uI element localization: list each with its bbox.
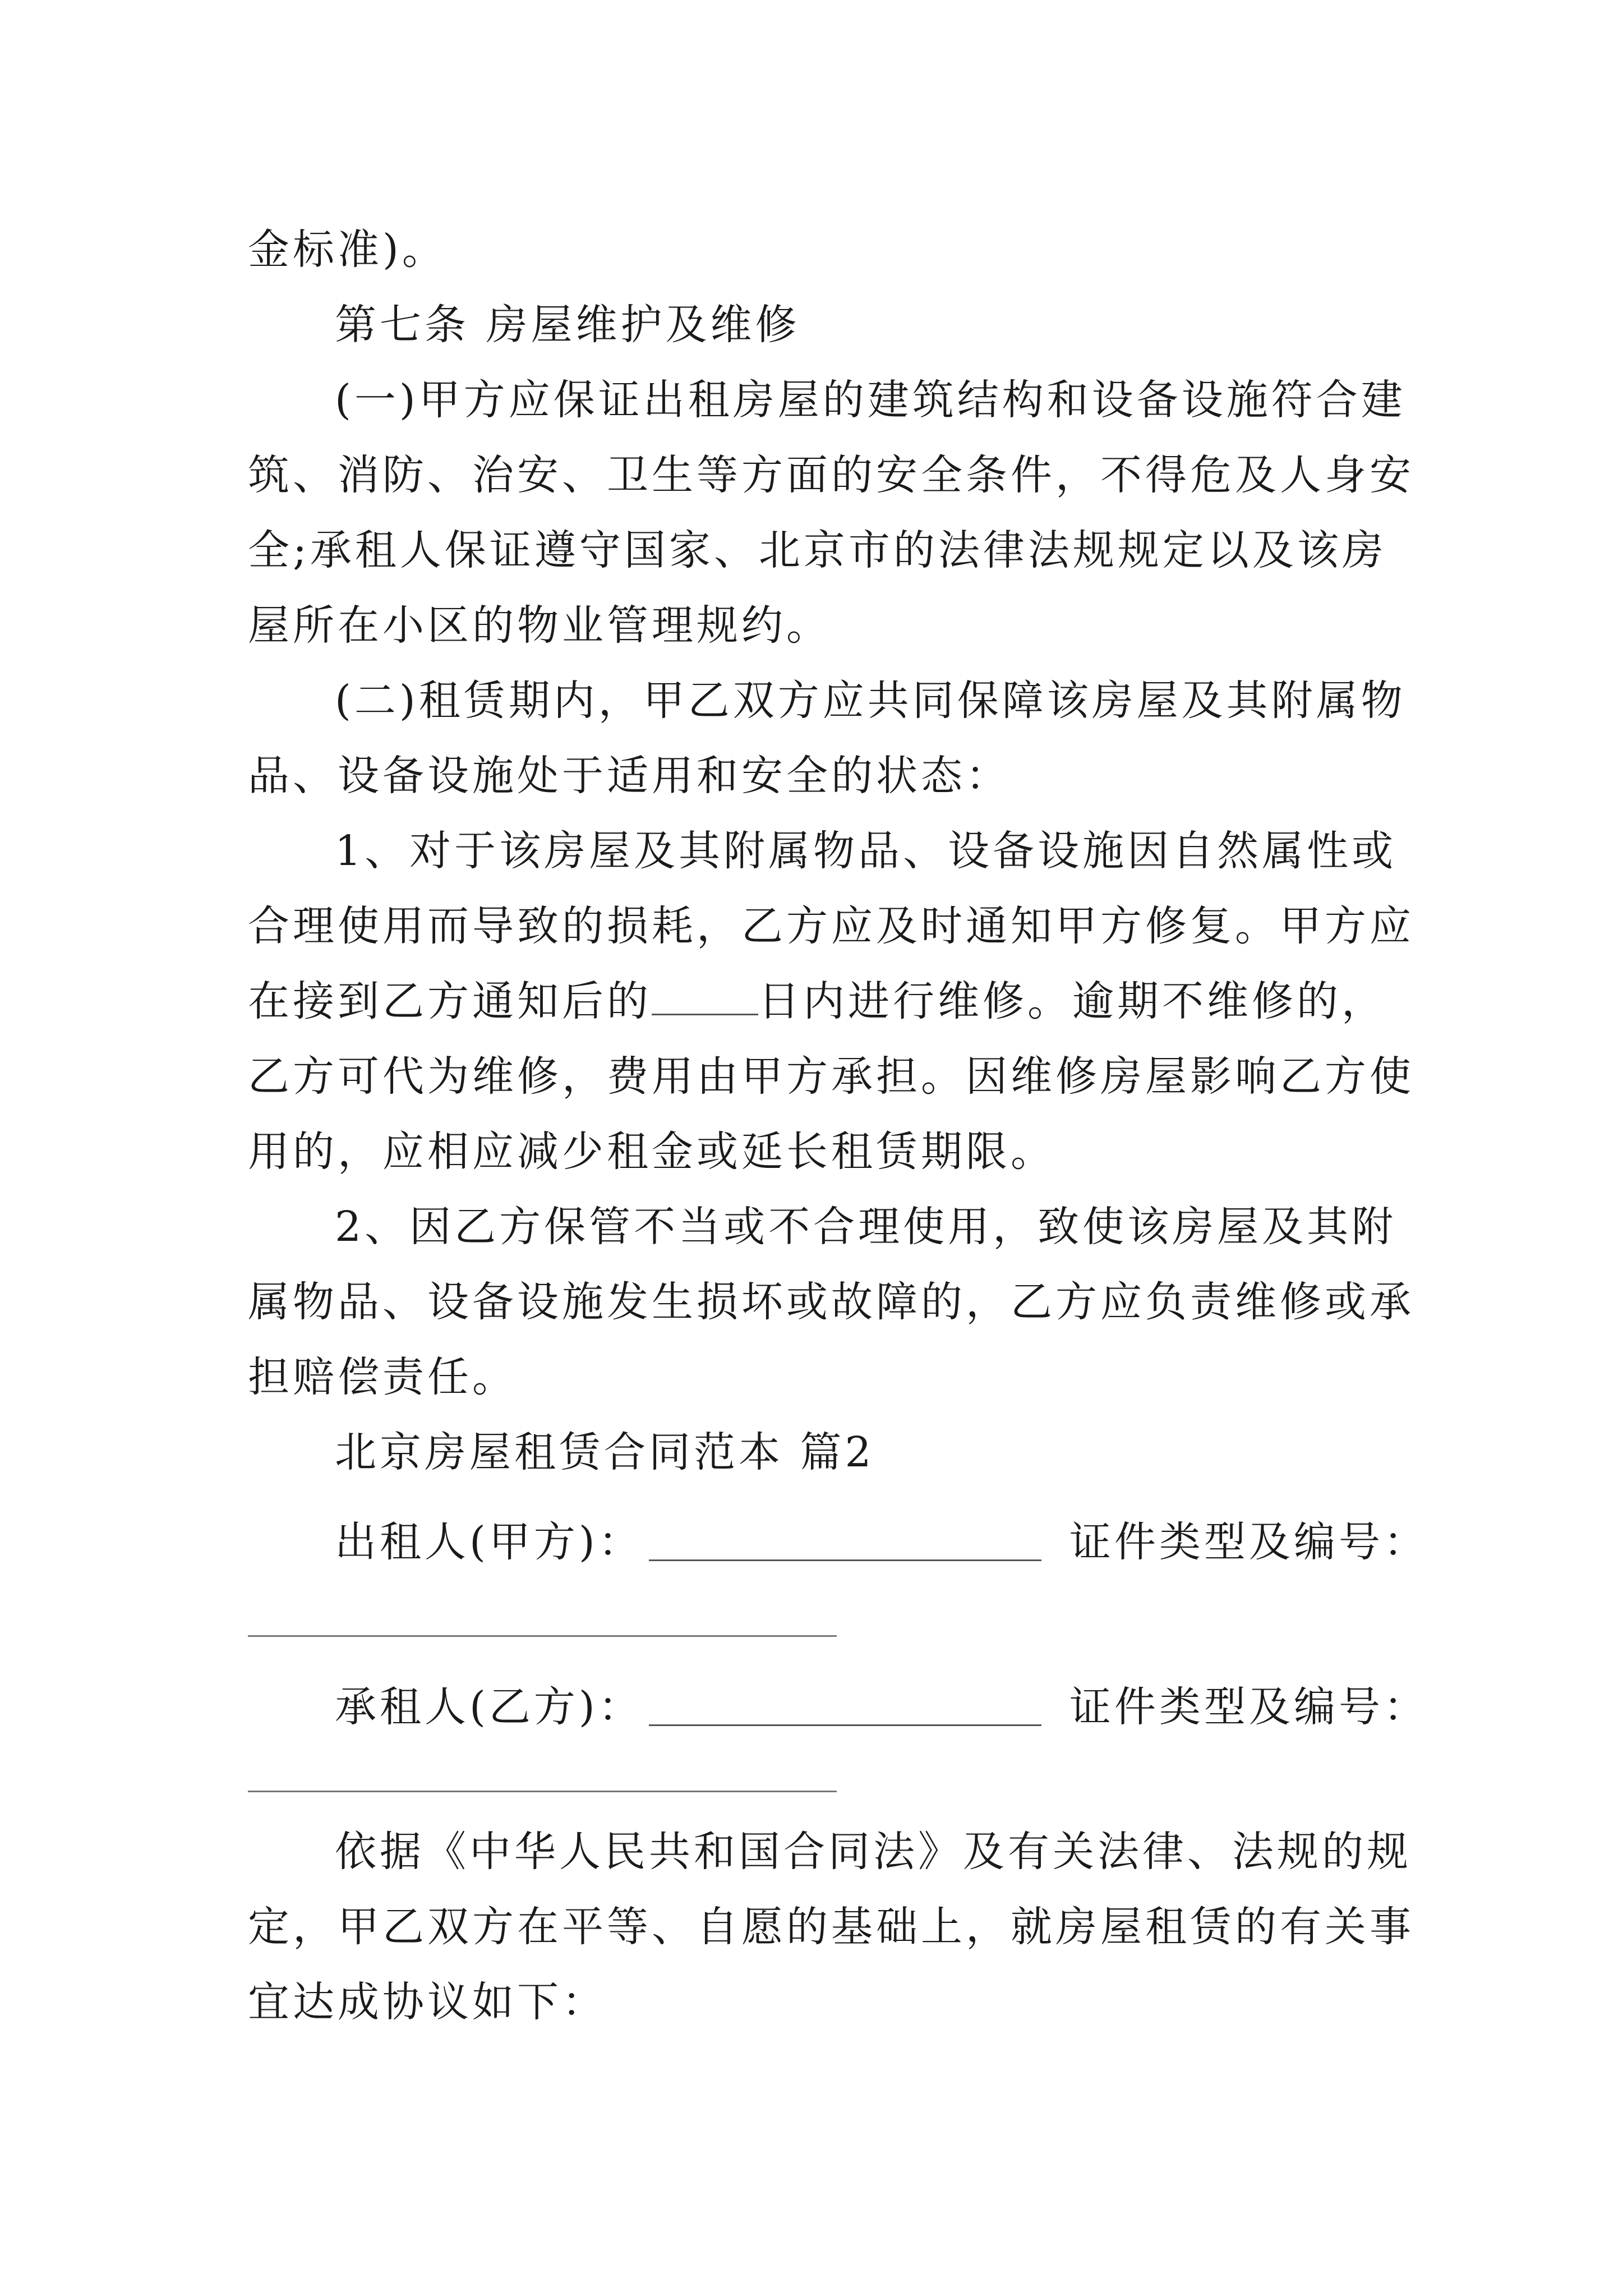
- text-line: 宜达成协议如下：: [248, 1978, 607, 2026]
- contract-title: 北京房屋租赁合同范本 篇2: [335, 1428, 875, 1476]
- text-line: 定，甲乙双方在平等、自愿的基础上，就房屋租赁的有关事: [248, 1903, 1414, 1951]
- text-line: 筑、消防、治安、卫生等方面的安全条件，不得危及人身安: [248, 451, 1414, 499]
- party-b-name-blank[interactable]: [649, 1685, 1041, 1726]
- party-a-id-blank[interactable]: [248, 1635, 837, 1637]
- party-b-row: [248, 1669, 1428, 1745]
- text-line: (一)甲方应保证出租房屋的建筑结构和设备设施符合建: [335, 376, 1406, 424]
- text-line: 2、因乙方保管不当或不合理使用，致使该房屋及其附: [335, 1203, 1397, 1251]
- text-block-bottom: [248, 1814, 1414, 2040]
- text-line: 担赔偿责任。: [248, 1353, 517, 1401]
- text-line: 品、设备设施处于适用和安全的状态：: [248, 752, 1011, 800]
- blank-line-before: 在接到乙方通知后的: [248, 977, 652, 1025]
- text-line: 金标准)。: [248, 226, 447, 274]
- text-line: 全;承租人保证遵守国家、北京市的法律法规规定以及该房: [248, 526, 1387, 574]
- text-block-top: [248, 212, 1414, 1490]
- party-a-row: [248, 1504, 1428, 1580]
- party-b-label: 承租人(乙方)：: [335, 1683, 643, 1731]
- text-line: 合理使用而导致的损耗，乙方应及时通知甲方修复。甲方应: [248, 902, 1414, 950]
- party-a-id-label: 证件类型及编号：: [1069, 1518, 1428, 1566]
- party-b-id-label: 证件类型及编号：: [1069, 1683, 1428, 1731]
- days-blank[interactable]: [652, 980, 758, 1015]
- section-heading: 第七条 房屋维护及维修: [335, 301, 800, 349]
- text-line-with-blank: [248, 964, 1386, 1039]
- blank-line-after: 日内进行维修。逾期不维修的，: [758, 977, 1386, 1025]
- text-line: 用的，应相应减少租金或延长租赁期限。: [248, 1128, 1055, 1176]
- text-line: (二)租赁期内，甲乙双方应共同保障该房屋及其附属物: [335, 677, 1406, 725]
- party-b-id-blank[interactable]: [248, 1791, 837, 1792]
- text-line: 屋所在小区的物业管理规约。: [248, 601, 831, 650]
- text-line: 1、对于该房屋及其附属物品、设备设施因自然属性或: [335, 827, 1397, 875]
- party-a-name-blank[interactable]: [649, 1520, 1041, 1561]
- text-line: 属物品、设备设施发生损坏或故障的，乙方应负责维修或承: [248, 1278, 1414, 1326]
- party-a-label: 出租人(甲方)：: [335, 1518, 643, 1566]
- text-line: 依据《中华人民共和国合同法》及有关法律、法规的规: [335, 1828, 1412, 1876]
- text-line: 乙方可代为维修，费用由甲方承担。因维修房屋影响乙方使: [248, 1052, 1414, 1101]
